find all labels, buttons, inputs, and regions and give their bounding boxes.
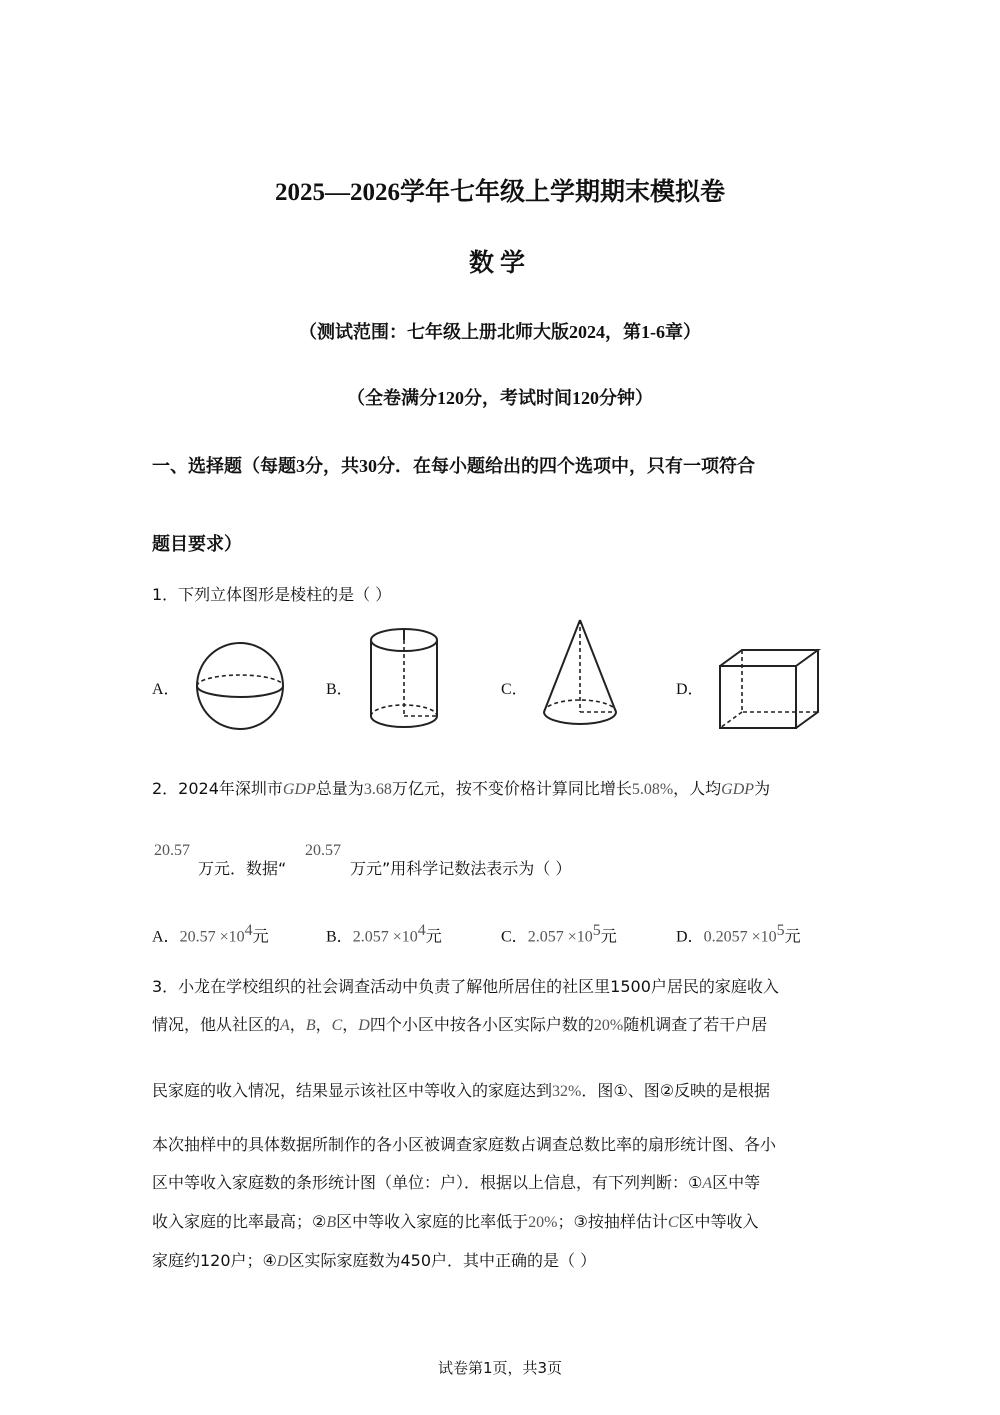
cylinder-figure	[366, 624, 444, 732]
q1-option-b-label: B．	[326, 681, 353, 698]
q3-line1: 3．小龙在学校组织的社会调查活动中负责了解他所居住的社区里1500户居民的家庭收入	[152, 977, 779, 996]
q3-line4: 本次抽样中的具体数据所制作的各小区被调查家庭数占调查总数比率的扇形统计图、各小	[152, 1135, 777, 1154]
q2-option-c: C．$2.057 \times 10^5$元	[501, 922, 617, 946]
q3-line6: 收入家庭的比率最高；②B区中等收入家庭的比率低于20%；③按抽样估计C区中等收入	[152, 1212, 759, 1231]
section-heading-line1: 一、选择题（每题3分，共30分．在每小题给出的四个选项中，只有一项符合	[152, 456, 755, 476]
cuboid-figure	[716, 646, 822, 732]
q2-line1: 2．2024年深圳市GDP总量为3.68万亿元，按不变价格计算同比增长5.08%，人均GDP为	[152, 779, 771, 798]
sphere-figure	[192, 640, 288, 734]
q3-line3: 民家庭的收入情况，结果显示该社区中等收入的家庭达到32%．图①、图②反映的是根据	[152, 1081, 771, 1100]
q2-option-d: D．$0.2057 \times 10^5$元	[676, 922, 801, 946]
q2-line2-tail: 万元”用科学记数法表示为（ ）	[350, 859, 572, 878]
q2-line2-text: 万元．数据“	[198, 859, 287, 878]
gdp-term: GDP	[282, 781, 316, 798]
q2-option-b: B．$2.057 \times 10^4$元	[326, 922, 442, 946]
q1-option-d-label: D．	[676, 681, 704, 698]
gdp-value: 3.68	[363, 781, 392, 798]
per-capita-value-quoted: 20.57	[305, 842, 341, 859]
q1-option-c-label: C．	[501, 681, 528, 698]
page-footer: 试卷第1页，共3页	[437, 1359, 563, 1377]
q3-line7: 家庭约120户；④D区实际家庭数为450户．其中正确的是（ ）	[152, 1251, 597, 1270]
q1-stem: 1．下列立体图形是棱柱的是（ ）	[152, 585, 392, 604]
q3-line5: 区中等收入家庭数的条形统计图（单位：户）．根据以上信息，有下列判断：①A区中等	[152, 1173, 761, 1192]
q2-option-a: A．$20.57 \times 10^4$元	[152, 922, 269, 946]
per-capita-value: 20.57	[154, 842, 190, 859]
q3-line2: 情况，他从社区的A，B，C，D四个小区中按各小区实际户数的20%随机调查了若干户居	[152, 1015, 768, 1034]
section-heading-line2: 题目要求）	[152, 534, 242, 554]
gdp-term-2: GDP	[721, 781, 755, 798]
score-time-note: （全卷满分120分，考试时间120分钟）	[347, 388, 653, 408]
q1-option-a-label: A．	[152, 681, 180, 698]
cone-figure	[540, 616, 622, 730]
growth-rate: 5.08%	[631, 781, 674, 798]
exam-title: 2025—2026学年七年级上学期期末模拟卷	[274, 179, 725, 206]
test-scope: （测试范围：七年级上册北师大版2024，第1-6章）	[299, 322, 701, 342]
subject-title: 数学	[468, 250, 531, 277]
